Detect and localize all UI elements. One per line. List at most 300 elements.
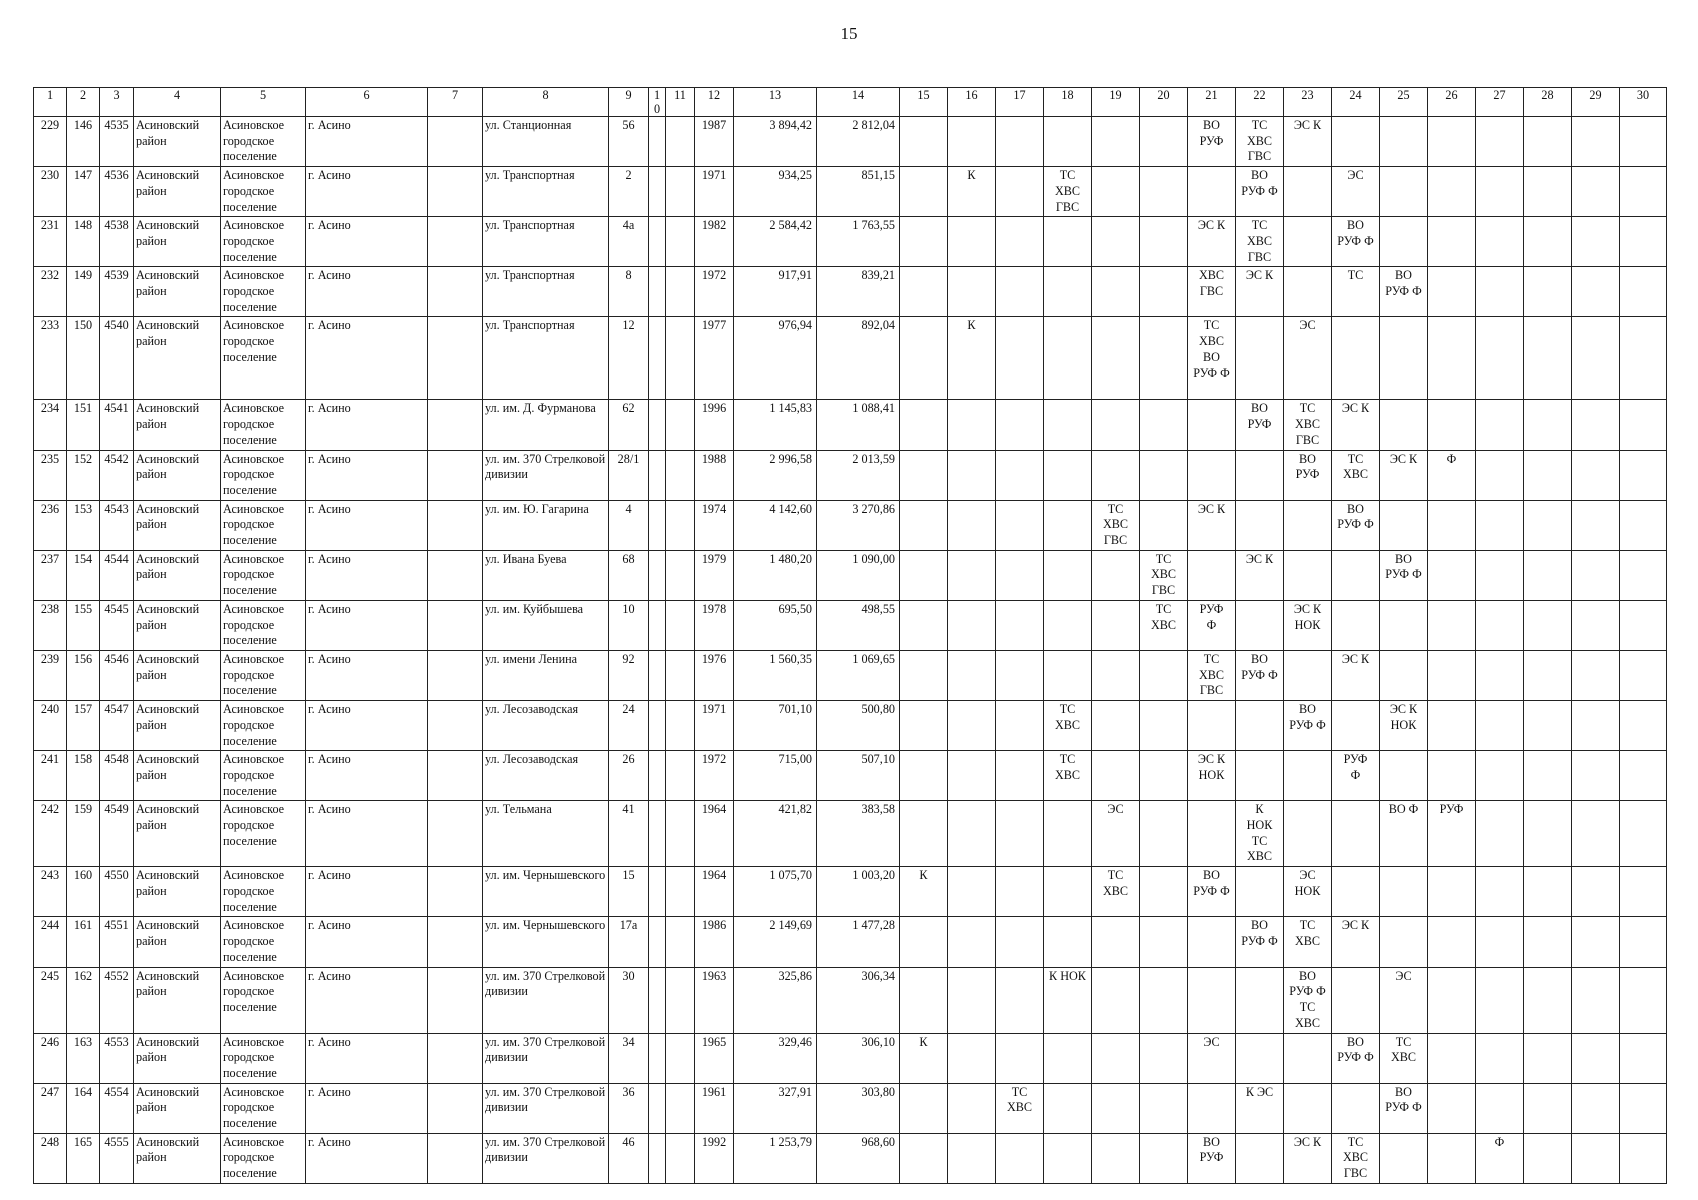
table-cell [1044,1033,1092,1083]
table-cell: 4543 [100,500,134,550]
table-cell [1140,701,1188,751]
table-cell [1428,550,1476,600]
table-cell [900,650,948,700]
table-cell [1092,1083,1140,1133]
table-cell [666,650,695,700]
table-cell [1044,500,1092,550]
table-cell: Асиновский район [134,1083,221,1133]
table-cell: 4547 [100,701,134,751]
table-cell [1572,701,1620,751]
table-cell [1428,751,1476,801]
table-cell: ул. им. 370 Стрелковой дивизии [483,450,609,500]
column-header: 30 [1620,88,1667,117]
table-cell: 157 [67,701,100,751]
table-cell: ул. Ивана Буева [483,550,609,600]
table-cell [1140,867,1188,917]
table-cell: 151 [67,400,100,450]
table-cell [1044,117,1092,167]
table-cell [1428,117,1476,167]
table-cell: 12 [609,317,649,400]
table-cell: 1964 [695,801,734,867]
table-cell: Асиновский район [134,117,221,167]
table-cell: ТС ХВС [1092,867,1140,917]
table-cell [1284,217,1332,267]
table-cell: ВО РУФ [1188,117,1236,167]
table-cell [1044,1083,1092,1133]
table-cell [900,267,948,317]
table-cell: 1 560,35 [734,650,817,700]
table-cell [1044,600,1092,650]
table-cell: 233 [34,317,67,400]
table-cell: 1961 [695,1083,734,1133]
table-cell: 968,60 [817,1133,900,1183]
table-cell: Асиновское городское поселение [221,167,306,217]
table-cell: 976,94 [734,317,817,400]
table-cell [948,400,996,450]
table-cell [1572,450,1620,500]
table-cell [1476,917,1524,967]
table-cell: 1 069,65 [817,650,900,700]
table-row [34,400,1667,450]
table-cell [1428,701,1476,751]
table-cell [1524,867,1572,917]
table-cell: Асиновский район [134,217,221,267]
table-cell [1092,1033,1140,1083]
table-cell [996,317,1044,400]
table-cell [1524,801,1572,867]
table-cell [1140,801,1188,867]
table-cell [649,400,666,450]
table-cell: К ЭС [1236,1083,1284,1133]
table-cell [1092,267,1140,317]
table-cell: ТС ХВС ГВС [1284,400,1332,450]
table-cell: Асиновское городское поселение [221,500,306,550]
table-cell: ТС [1332,267,1380,317]
table-cell [1572,217,1620,267]
table-cell [666,550,695,600]
table-cell [1188,450,1236,500]
table-cell: Асиновское городское поселение [221,317,306,400]
table-cell: 17а [609,917,649,967]
table-cell: Асиновское городское поселение [221,867,306,917]
table-cell: 1971 [695,167,734,217]
table-row [34,450,1667,500]
table-cell [649,550,666,600]
table-cell: 34 [609,1033,649,1083]
table-cell [1476,1033,1524,1083]
table-cell: 159 [67,801,100,867]
table-cell [1524,400,1572,450]
table-cell: Асиновский район [134,917,221,967]
table-cell: 695,50 [734,600,817,650]
table-cell [996,267,1044,317]
table-cell: 1965 [695,1033,734,1083]
table-cell: ЭС К НОК [1380,701,1428,751]
table-cell [649,701,666,751]
table-cell: 325,86 [734,967,817,1033]
table-cell: ЭС К [1332,400,1380,450]
table-cell [900,751,948,801]
table-cell [1140,967,1188,1033]
table-cell [1428,917,1476,967]
table-cell: 230 [34,167,67,217]
table-cell [1332,867,1380,917]
table-cell [900,917,948,967]
table-cell [428,801,483,867]
table-cell: ТС ХВС ГВС [1044,167,1092,217]
table-cell: Асиновский район [134,317,221,400]
table-cell [1524,967,1572,1033]
table-cell [649,500,666,550]
table-cell: ул. Станционная [483,117,609,167]
table-cell: Асиновское городское поселение [221,450,306,500]
table-cell [1092,650,1140,700]
table-cell: 1988 [695,450,734,500]
table-cell [1476,1083,1524,1133]
table-cell: Асиновское городское поселение [221,967,306,1033]
table-cell: 4544 [100,550,134,600]
table-cell [1476,600,1524,650]
table-cell: ЭС К [1284,117,1332,167]
table-cell [1284,1033,1332,1083]
table-cell [948,1133,996,1183]
column-header: 19 [1092,88,1140,117]
column-header: 12 [695,88,734,117]
table-cell: г. Асино [306,167,428,217]
table-cell: 246 [34,1033,67,1083]
table-cell: 4553 [100,1033,134,1083]
table-cell [948,117,996,167]
table-cell [1092,550,1140,600]
table-cell: Асиновское городское поселение [221,117,306,167]
table-cell: 1977 [695,317,734,400]
table-cell [666,400,695,450]
table-cell [1092,450,1140,500]
table-cell: ЭС [1284,317,1332,400]
table-cell: РУФ Ф [1332,751,1380,801]
table-cell: Асиновский район [134,450,221,500]
table-cell: 2 584,42 [734,217,817,267]
table-cell [1140,751,1188,801]
table-cell: 383,58 [817,801,900,867]
table-cell [1380,1133,1428,1183]
table-cell [1140,1083,1188,1133]
table-cell [948,867,996,917]
column-header: 6 [306,88,428,117]
table-cell: 148 [67,217,100,267]
table-cell [996,450,1044,500]
table-cell: 715,00 [734,751,817,801]
table-cell: ТС ХВС ГВС [1092,500,1140,550]
table-cell [1620,267,1667,317]
table-cell: К НОК [1044,967,1092,1033]
table-cell [666,450,695,500]
table-cell: 146 [67,117,100,167]
table-cell: 8 [609,267,649,317]
table-cell [649,317,666,400]
table-cell: К [900,1033,948,1083]
table-cell [1572,967,1620,1033]
column-header: 26 [1428,88,1476,117]
table-cell: г. Асино [306,400,428,450]
table-cell [428,1133,483,1183]
table-cell [1572,500,1620,550]
column-header: 2 [67,88,100,117]
table-cell [1236,500,1284,550]
table-cell: 2 013,59 [817,450,900,500]
table-cell [1524,217,1572,267]
table-cell: 1982 [695,217,734,267]
column-header: 18 [1044,88,1092,117]
table-cell: ул. им. 370 Стрелковой дивизии [483,1083,609,1133]
table-cell: ВО РУФ Ф ТС ХВС [1284,967,1332,1033]
table-cell [948,550,996,600]
table-cell: 236 [34,500,67,550]
table-cell [1236,450,1284,500]
table-cell [428,1083,483,1133]
table-cell [1476,867,1524,917]
table-cell [666,500,695,550]
table-cell [1332,317,1380,400]
table-cell [1572,801,1620,867]
table-cell: ул. им. 370 Стрелковой дивизии [483,1133,609,1183]
table-cell: Асиновский район [134,600,221,650]
table-cell [900,500,948,550]
table-cell: 701,10 [734,701,817,751]
table-cell: г. Асино [306,450,428,500]
table-cell: г. Асино [306,217,428,267]
table-cell [649,917,666,967]
table-cell: ЭС К [1188,500,1236,550]
table-cell: Асиновское городское поселение [221,701,306,751]
table-cell [1428,1133,1476,1183]
table-cell [1524,550,1572,600]
table-cell [666,801,695,867]
table-cell: Асиновское городское поселение [221,1033,306,1083]
table-cell [1380,167,1428,217]
table-cell: 4539 [100,267,134,317]
table-cell: г. Асино [306,701,428,751]
table-cell [900,967,948,1033]
table-cell: 247 [34,1083,67,1133]
table-cell: 1 003,20 [817,867,900,917]
table-cell [948,1083,996,1133]
table-cell [1620,751,1667,801]
table-cell [1284,801,1332,867]
table-cell [1620,167,1667,217]
table-cell: ул. Лесозаводская [483,701,609,751]
table-cell: Ф [1428,450,1476,500]
table-cell [1092,967,1140,1033]
column-header: 28 [1524,88,1572,117]
table-cell: 2 812,04 [817,117,900,167]
table-cell: 149 [67,267,100,317]
table-row [34,917,1667,967]
table-cell: ВО РУФ [1236,400,1284,450]
table-cell [666,701,695,751]
column-header: 7 [428,88,483,117]
table-cell: Асиновский район [134,1033,221,1083]
table-cell [996,117,1044,167]
table-cell: 237 [34,550,67,600]
column-header: 13 [734,88,817,117]
table-cell: 2 996,58 [734,450,817,500]
table-cell [1572,267,1620,317]
table-cell: 327,91 [734,1083,817,1133]
table-cell [900,701,948,751]
table-cell [1524,917,1572,967]
table-cell [1140,500,1188,550]
table-cell [428,600,483,650]
column-header: 16 [948,88,996,117]
table-cell: 4551 [100,917,134,967]
table-cell: ВО РУФ Ф [1236,167,1284,217]
table-cell [1380,867,1428,917]
table-cell: 4549 [100,801,134,867]
table-cell: 229 [34,117,67,167]
table-cell [996,400,1044,450]
table-row [34,167,1667,217]
table-cell [666,217,695,267]
table-cell: 238 [34,600,67,650]
table-cell: ТС ХВС ГВС [1188,650,1236,700]
table-cell [666,1033,695,1083]
table-cell [948,701,996,751]
table-cell [649,450,666,500]
table-cell: Асиновский район [134,751,221,801]
table-cell [1620,600,1667,650]
table-cell [428,317,483,400]
table-cell: ул. им. Ю. Гагарина [483,500,609,550]
table-cell [948,600,996,650]
table-cell [1476,217,1524,267]
table-cell: г. Асино [306,967,428,1033]
table-cell: 153 [67,500,100,550]
table-cell [1572,600,1620,650]
table-cell [1476,650,1524,700]
table-cell: ВО РУФ Ф [1236,650,1284,700]
table-cell [666,117,695,167]
table-cell [900,1133,948,1183]
table-cell: г. Асино [306,917,428,967]
table-cell: ВО РУФ Ф [1284,701,1332,751]
table-row [34,267,1667,317]
table-cell: 1 088,41 [817,400,900,450]
table-cell [1380,317,1428,400]
table-cell: ул. им. Д. Фурманова [483,400,609,450]
column-header: 27 [1476,88,1524,117]
column-header: 3 [100,88,134,117]
table-cell [996,500,1044,550]
table-cell [428,701,483,751]
table-cell [1140,1133,1188,1183]
table-cell: 152 [67,450,100,500]
column-header: 8 [483,88,609,117]
table-cell: 41 [609,801,649,867]
table-cell: 161 [67,917,100,967]
table-cell: 1 090,00 [817,550,900,600]
table-cell [649,117,666,167]
table-cell: ул. Транспортная [483,267,609,317]
table-cell: 30 [609,967,649,1033]
table-cell [666,867,695,917]
table-cell: 1987 [695,117,734,167]
table-cell [1620,550,1667,600]
table-cell [1380,751,1428,801]
table-cell: 1996 [695,400,734,450]
table-cell [1476,117,1524,167]
table-cell [948,650,996,700]
table-row [34,600,1667,650]
column-header: 21 [1188,88,1236,117]
table-cell: К [948,317,996,400]
table-cell [428,450,483,500]
table-cell: ЭС К [1332,917,1380,967]
table-cell [996,917,1044,967]
table-cell [1620,1033,1667,1083]
table-cell: 4538 [100,217,134,267]
table-cell [428,751,483,801]
table-cell [1332,701,1380,751]
table-cell [948,917,996,967]
table-cell: ЭС К [1236,550,1284,600]
table-cell [649,751,666,801]
column-header: 25 [1380,88,1428,117]
table-cell [900,801,948,867]
table-cell: 1 763,55 [817,217,900,267]
table-cell: 158 [67,751,100,801]
table-cell [1044,1133,1092,1183]
table-cell [1524,1133,1572,1183]
table-cell: 92 [609,650,649,700]
column-header: 1 [34,88,67,117]
table-cell [900,317,948,400]
table-cell: 1979 [695,550,734,600]
table-cell: 1963 [695,967,734,1033]
table-cell: 156 [67,650,100,700]
table-cell [1524,650,1572,700]
table-cell: 934,25 [734,167,817,217]
column-header: 20 [1140,88,1188,117]
table-cell: ЭС НОК [1284,867,1332,917]
table-cell: К НОК ТС ХВС [1236,801,1284,867]
table-cell [1524,701,1572,751]
table-cell [1092,751,1140,801]
table-cell: 917,91 [734,267,817,317]
table-cell [1476,317,1524,400]
table-cell [1476,400,1524,450]
table-cell: 56 [609,117,649,167]
table-cell [428,400,483,450]
table-cell [948,450,996,500]
table-cell: Асиновское городское поселение [221,400,306,450]
table-cell [1284,167,1332,217]
table-cell: 2 [609,167,649,217]
table-cell: ЭС К [1284,1133,1332,1183]
table-cell: 4552 [100,967,134,1033]
table-cell: 4541 [100,400,134,450]
table-cell: ВО РУФ Ф [1332,1033,1380,1083]
table-cell [1092,400,1140,450]
header-row [34,88,1667,117]
table-cell [666,267,695,317]
table-cell [900,117,948,167]
table-cell: ЭС К [1236,267,1284,317]
table-cell: г. Асино [306,1033,428,1083]
table-cell: ТС ХВС [1044,751,1092,801]
table-cell: 2 149,69 [734,917,817,967]
table-cell [1332,967,1380,1033]
